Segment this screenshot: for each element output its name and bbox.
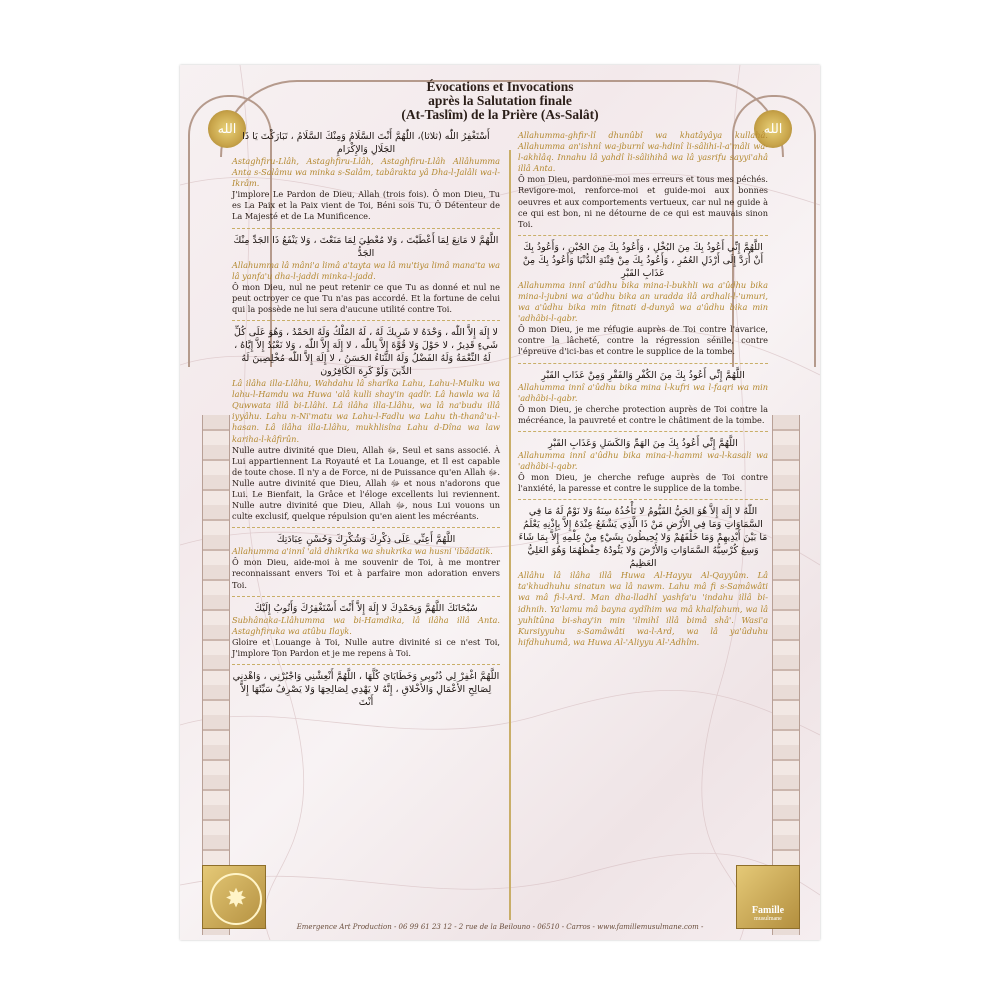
- logo-line-2: musulmane: [754, 916, 782, 922]
- right-column: [518, 130, 768, 653]
- transliteration: Allahumma innî a'ûdhu bika mina-l-bukhli wa a'ûdhu bika mina-l-jubni wa a'ûdhu bika an uradda ilâ ardhali-l-'umuri, wa a'ûdhu bika min fitnati d-dunyâ wa a'ûdhu bika min 'adhâbi-l-qabr.: [518, 279, 768, 324]
- arabic-text: لا إِلَهَ إِلاَّ اللّٰه ، وَحْدَهُ لا شَرِيكَ لَهُ ، لَهُ المُلْكُ وَلَهُ الحَمْدُ ، وَهُوَ عَلَى كُلِّ شَيءٍ قَدِيرٌ ، لا حَوْلَ وَلا قُوَّةَ إِلاَّ بِاللّٰه ، لا إِلَهَ إِلاَّ اللّٰه ، وَلا نَعْبُدُ إِلاَّ إِيَّاهُ ، لَهُ النِّعْمَةُ وَلَهُ الفَضْلُ وَلَهُ الثَّنَاءُ الحَسَنُ ، لا إِلَهَ إِلاَّ اللّٰه مُخْلِصِينَ لَهُ الدِّينَ وَلَوْ كَرِهَ الكَافِرُون: [234, 327, 498, 378]
- invocation-2: [232, 234, 500, 315]
- famille-musulmane-logo: [741, 905, 795, 922]
- allah-medallion-left: الله: [208, 110, 246, 148]
- arabic-text: اللَّهُمَّ لا مَانِعَ لِمَا أَعْطَيْتَ ، وَلا مُعْطِيَ لِمَا مَنَعْتَ ، وَلا يَنْفَعُ ذَا الجَدِّ مِنْكَ الجَدُّ: [233, 234, 499, 259]
- invocation-8: [518, 369, 768, 426]
- separator: [232, 664, 500, 665]
- title-line-2: après la Salutation finale: [428, 93, 572, 108]
- transliteration: Allahumma a'innî 'alâ dhikrika wa shukrika wa husni 'ibâdatik.: [232, 546, 493, 557]
- separator: [232, 527, 500, 528]
- french-translation: J'implore Le Pardon de Dieu, Allah (trois fois). Ô mon Dieu, Tu es La Paix et la Paix vient de Toi, Béni sois Tu, Ô Détenteur de La Majesté et de La Munificence.: [232, 189, 500, 222]
- arabic-text: اللَّهُمَّ أَعِنِّي عَلَى ذِكْرِكَ وَشُكْرِكَ وَحُسْنِ عِبَادَتِكَ: [276, 534, 456, 546]
- invocation-3: [232, 326, 500, 522]
- column-divider: [509, 150, 511, 920]
- invocation-6-continued: [518, 130, 768, 230]
- separator: [518, 235, 768, 236]
- separator: [232, 596, 500, 597]
- arabic-text: اللَّهُمَّ إِنِّي أَعُوذُ بِكَ مِنَ الهَمِّ وَالكَسَلِ وَعَذَابِ القَبْرِ: [548, 437, 738, 449]
- separator: [518, 499, 768, 500]
- ayat-al-kursi: [518, 505, 768, 648]
- separator: [232, 228, 500, 229]
- arabic-text: اللَّهُمَّ إِنِّي أَعُوذُ بِكَ مِنَ الكُفْرِ وَالفَقْرِ وَمِنْ عَذَابِ القَبْرِ: [541, 369, 745, 381]
- transliteration: Allahumma innî a'ûdhu bika mina l-kufri wa l-faqri wa min 'adhâbi-l-qabr.: [518, 381, 768, 403]
- arabic-text: اللّٰهُ لا إِلَهَ إِلاَّ هُوَ الحَيُّ القَيُّومُ لا تَأْخُذُهُ سِنَةٌ وَلا نَوْمٌ لَهُ مَا فِي السَّمَاوَاتِ وَمَا فِي الأَرْضِ مَنْ ذَا الَّذِي يَشْفَعُ عِنْدَهُ إِلاَّ بِإِذْنِهِ يَعْلَمُ مَا بَيْنَ أَيْدِيهِمْ وَمَا خَلْفَهُمْ وَلا يُحِيطُونَ بِشَيْءٍ مِنْ عِلْمِهِ إِلاَّ بِمَا شَاءَ وَسِعَ كُرْسِيُّهُ السَّمَاوَاتِ وَالأَرْضَ وَلا يَئُودُهُ حِفْظُهُمَا وَهُوَ العَلِيُّ العَظِيمُ: [518, 506, 768, 570]
- poster: [180, 65, 820, 940]
- french-translation: Ô mon Dieu, je cherche refuge auprès de Toi contre l'anxiété, la paresse et contre le supplice de la tombe.: [518, 472, 768, 494]
- right-pillar: [772, 415, 800, 935]
- invocation-1: [232, 130, 500, 223]
- left-pillar: [202, 415, 230, 935]
- allah-medallion-right: الله: [754, 110, 792, 148]
- rosette-corner: [202, 865, 266, 929]
- invocation-6: [232, 670, 500, 709]
- transliteration: Lâ ilâha illa-Llâhu, Wahdahu lâ sharîka Lahu, Lahu-l-Mulku wa lahu-l-Hamdu wa Huwa 'alâ kulli shay'in qadîr. Lâ hawla wa lâ Quwwata illâ bi-Llâhi. Lâ ilâha illa-Llâhu, wa lâ na'budu illâ iyyâhu. Lahu n-Ni'matu wa Lahu-l-Fadlu wa Lahu th-thanâ'u-l-hasan. Lâ ilâha illa-Llâhu, mukhlisîna Lahu d-Dîna wa law kariha-l-kâfirûn.: [232, 378, 500, 444]
- french-translation: Ô mon Dieu, pardonne-moi mes erreurs et tous mes péchés. Revigore-moi, renforce-moi et guide-moi aux bonnes oeuvres et aux comportements vertueux, car nul ne guide à ce qui est bon, ni ne détourne de ce qui est mauvais sinon Toi.: [518, 174, 768, 229]
- french-translation: Ô mon Dieu, je me réfugie auprès de Toi contre l'avarice, contre la lâcheté, contre la régression sénile, contre l'épreuve d'ici-bas et contre le supplice de la tombe.: [518, 324, 768, 357]
- french-translation: Ô mon Dieu, aide-moi à me souvenir de Toi, à me montrer reconnaissant envers Toi et à parfaire mon adoration envers Toi.: [232, 557, 500, 590]
- star-rosette-icon: ✸: [210, 873, 262, 925]
- separator: [518, 431, 768, 432]
- transliteration: Allahumma innî a'ûdhu bika mina-l-hammi wa-l-kasali wa 'adhâbi-l-qabr.: [518, 449, 768, 471]
- transliteration: Allahumma lâ mâni'a limâ a'tayta wa lâ mu'tiya limâ mana'ta wa lâ yanfa'u dha-l-jaddi minka-l-jadd.: [232, 259, 500, 281]
- french-translation: Gloire et Louange à Toi, Nulle autre divinité si ce n'est Toi, J'implore Ton Pardon et je me repens à Toi.: [232, 636, 500, 658]
- title-line-1: Évocations et Invocations: [426, 79, 574, 94]
- french-translation: Nulle autre divinité que Dieu, Allah ﷻ, Seul et sans associé. À Lui appartiennent La Royauté et La Louange, et Il est capable de toute chose. Il n'y a de Force, ni de Puissance qu'en Allah ﷻ. Nulle autre divinité que Dieu, Allah ﷻ et nous n'adorons que Lui. Le Bienfait, la Grâce et l'éloge excellents lui reviennent. Nulle autre divinité que Dieu, Allah ﷻ, nous Lui vouons un culte exclusif, quelque répulsion qu'en aient les mécréants.: [232, 444, 500, 522]
- logo-line-1: Famille: [751, 905, 785, 916]
- arabic-text: اللَّهُمَّ اغْفِرْ لِي ذُنُوبِي وَخَطَايَايَ كُلَّهَا ، اللَّهُمَّ أَنْعِشْنِي وَاجْبُرْنِي ، وَاهْدِنِي لِصَالِحِ الأَعْمَالِ وَالأَخْلاقِ ، إِنَّهُ لا يَهْدِي لِصَالِحِهَا وَلا يَصْرِفُ سَيِّئَهَا إِلاَّ أَنْتَ: [232, 671, 500, 708]
- arabic-text: أَسْتَغْفِرُ اللّٰه (ثلاثا)، اللّٰهُمَّ أَنْتَ السَّلَامُ وَمِنْكَ السَّلَامُ ، تَبَارَكْتَ يَا ذَا الجَلَالِ وَالإِكْرَامِ: [242, 131, 490, 155]
- invocation-5: [232, 602, 500, 659]
- arabic-text: سُبْحَانَكَ اللَّهُمَّ وَبِحَمْدِكَ لا إِلَهَ إِلاَّ أَنْتَ أَسْتَغْفِرُكَ وَأَتُوبُ إِلَيْكَ: [254, 602, 478, 614]
- french-translation: Ô mon Dieu, nul ne peut retenir ce que Tu as donné et nul ne peut octroyer ce que Tu n'as pas accordé. Et la fortune de celui qui la possède ne lui sera d'aucune utilité contre Toi.: [232, 281, 500, 314]
- left-column: [232, 130, 500, 714]
- separator: [232, 320, 500, 321]
- invocation-9: [518, 437, 768, 494]
- transliteration: Subhânaka-Llâhumma wa bi-Hamdika, lâ ilâha illâ Anta. Astaghfiruka wa atûbu Ilayk.: [232, 614, 500, 636]
- french-translation: Ô mon Dieu, je cherche protection auprès de Toi contre la mécréance, la pauvreté et contre le châtiment de la tombe.: [518, 403, 768, 425]
- arabic-text: اللَّهُمَّ إِنِّي أَعُوذُ بِكَ مِنَ البُخْلِ ، وَأَعُوذُ بِكَ مِنَ الجُبْنِ ، وَأَعُوذُ بِكَ أَنْ أُرَدَّ إِلَى أَرْذَلِ العُمُرِ ، وَأَعُوذُ بِكَ مِنْ فِتْنَةِ الدُّنْيَا وَأَعُوذُ بِكَ مِنْ عَذَابِ القَبْرِ: [522, 241, 764, 279]
- transliteration: Allâhu lâ ilâha illâ Huwa Al-Hayyu Al-Qayyûm. Lâ ta'khudhuhu sinatun wa lâ nawm. Lahu mâ fi s-Samâwâti wa mâ fi-l-Ard. Man dha-lladhî yashfa'u 'indahu illâ bi-idhnih. Ya'lamu mâ bayna aydîhim wa mâ khalfahum, wa lâ yuhîtûna bi-shay'in min 'ilmihî illâ bimâ shâ'. Wasi'a Kursiyyuhu s-Samâwâti wa-l-Ard, wa lâ ya'ûduhu hifdhuhumâ, wa Huwa Al-'Aliyyu Al-'Adhîm.: [518, 570, 768, 647]
- invocation-7: [518, 241, 768, 358]
- separator: [518, 363, 768, 364]
- poster-title: [330, 80, 670, 122]
- publisher-footer: Emergence Art Production - 06 99 61 23 12 - 2 rue de la Beilouno - 06510 - Carros - www.famillemusulmane.com -: [296, 923, 704, 931]
- title-line-3: (At-Taslîm) de la Prière (As-Salât): [401, 107, 599, 122]
- transliteration: Allahumma-ghfir-lî dhunûbî wa khatâyâya kullahâ. Allahumma an'ishnî wa-jburnî wa-hdinî li-sâlihi-l-a'mâli wa-l-akhlâq. Innahu lâ yahdî li-sâlihihâ wa lâ yasrifu sayyi'ahâ illâ Anta.: [518, 130, 768, 174]
- transliteration: Astaghfiru-Llâh, Astaghfiru-Llâh, Astaghfiru-Llâh Allâhumma Anta s-Salâmu wa minka s-Salâm, tabârakta yâ Dha-l-Jalâli wa-l-Ikrâm.: [232, 156, 500, 189]
- invocation-4: [232, 533, 500, 590]
- logo-corner: [736, 865, 800, 929]
